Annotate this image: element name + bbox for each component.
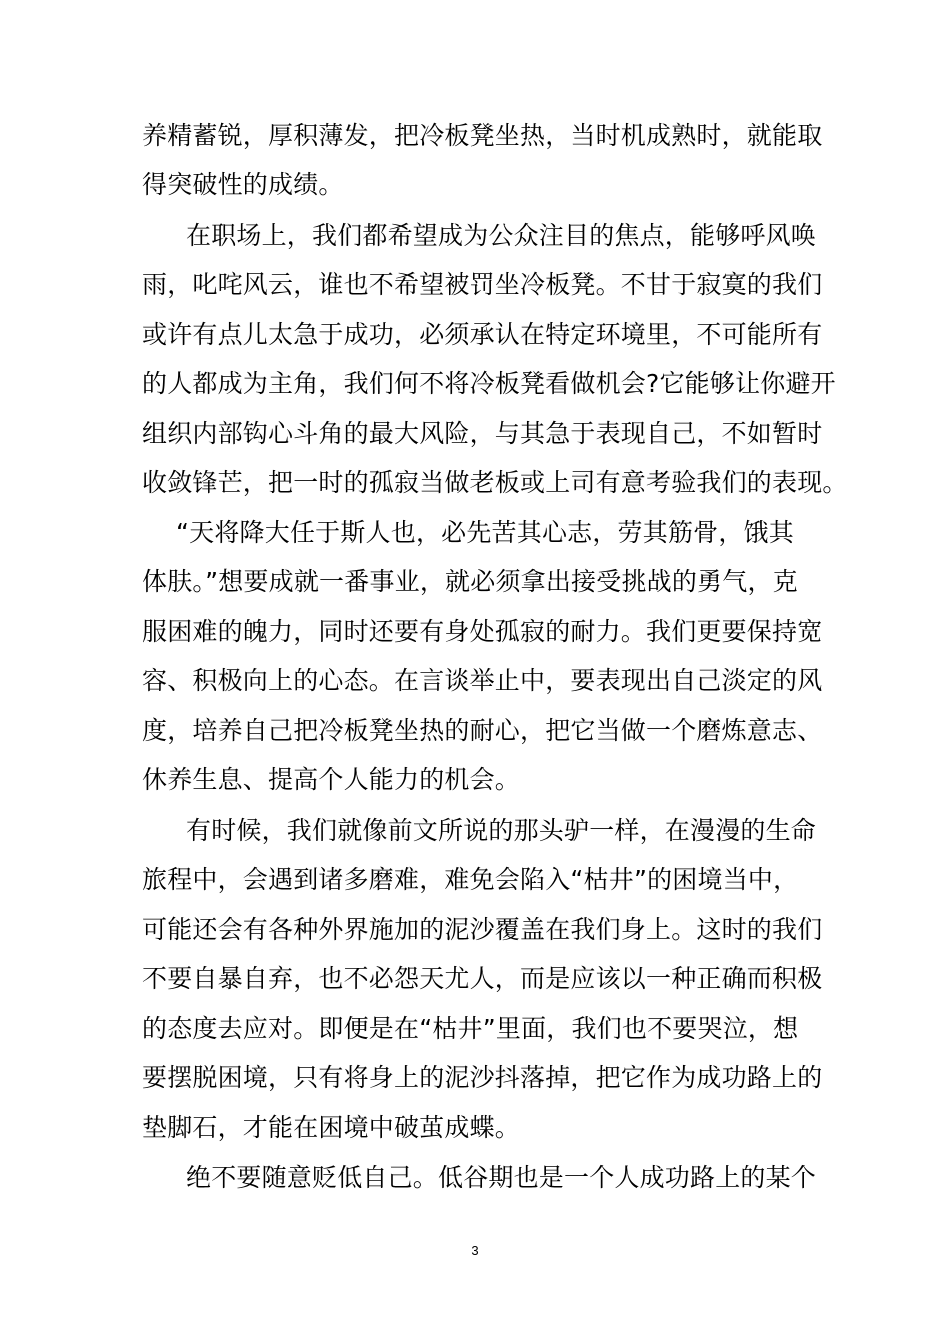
text-line: 旅程中，会遇到诸多磨难，难免会陷入“枯井”的困境当中，	[142, 865, 799, 894]
text-line: 组织内部钩心斗角的最大风险，与其急于表现自己，不如暂时	[142, 419, 823, 448]
text-line: 可能还会有各种外界施加的泥沙覆盖在我们身上。这时的我们	[142, 915, 823, 944]
paragraph-first-line: 绝不要随意贬低自己。低谷期也是一个人成功路上的某个	[186, 1163, 817, 1192]
page-number: 3	[471, 1243, 479, 1258]
text-line: 体肤。”想要成就一番事业，就必须拿出接受挑战的勇气，克	[142, 567, 798, 596]
text-line: 得突破性的成绩。	[142, 170, 344, 199]
text-line: 养精蓄锐，厚积薄发，把冷板凳坐热，当时机成熟时，就能取	[142, 121, 823, 150]
text-line: 度，培养自己把冷板凳坐热的耐心，把它当做一个磨炼意志、	[142, 716, 823, 745]
text-line: 的态度去应对。即便是在“枯井”里面，我们也不要哭泣，想	[142, 1014, 799, 1043]
paragraph-first-line: “天将降大任于斯人也，必先苦其心志，劳其筋骨，饿其	[176, 518, 794, 547]
text-line: 收敛锋芒，把一时的孤寂当做老板或上司有意考验我们的表现。	[142, 468, 848, 497]
paragraph-first-line: 在职场上，我们都希望成为公众注目的焦点，能够呼风唤	[186, 221, 817, 250]
text-line: 休养生息、提高个人能力的机会。	[142, 765, 521, 794]
text-line: 容、积极向上的心态。在言谈举止中，要表现出自己淡定的风	[142, 666, 823, 695]
text-line: 不要自暴自弃，也不必怨天尤人，而是应该以一种正确而积极	[142, 964, 823, 993]
text-line: 服困难的魄力，同时还要有身处孤寂的耐力。我们更要保持宽	[142, 617, 823, 646]
paragraph-first-line: 有时候，我们就像前文所说的那头驴一样，在漫漫的生命	[186, 816, 817, 845]
text-line: 垫脚石，才能在困境中破茧成蝶。	[142, 1113, 521, 1142]
text-line: 雨，叱咤风云，谁也不希望被罚坐冷板凳。不甘于寂寞的我们	[142, 270, 823, 299]
text-line: 要摆脱困境，只有将身上的泥沙抖落掉，把它作为成功路上的	[142, 1063, 823, 1092]
text-line: 或许有点儿太急于成功，必须承认在特定环境里，不可能所有	[142, 320, 823, 349]
text-line: 的人都成为主角，我们何不将冷板凳看做机会?它能够让你避开	[142, 369, 836, 398]
